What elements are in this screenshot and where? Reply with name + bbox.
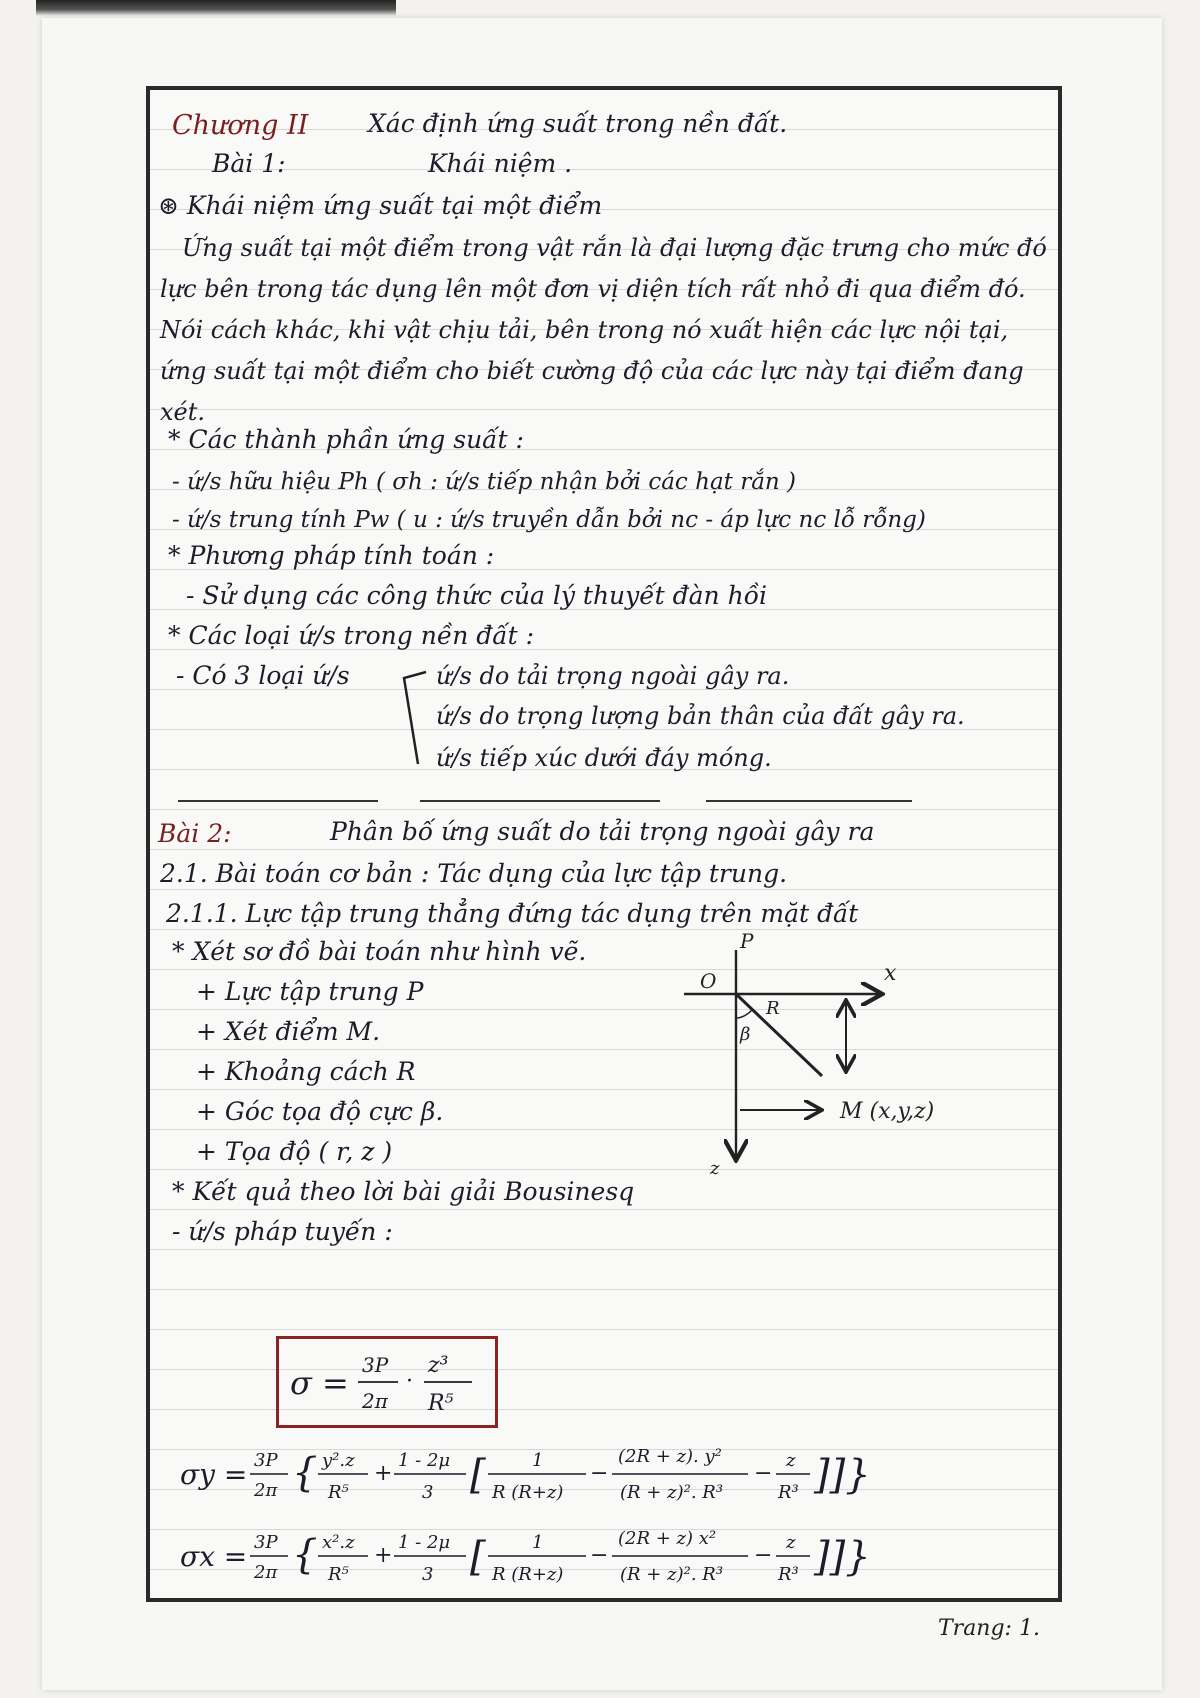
svg-text:−: − [754, 1461, 773, 1486]
label-beta: β [740, 1024, 751, 1045]
sigma-z-frac-num: z³ [428, 1353, 449, 1378]
sigma-x-t1-num: x².z [322, 1532, 355, 1553]
types-lead: - Có 3 loại ứ/s [176, 661, 350, 690]
bullet-angle: + Góc tọa độ cực β. [196, 1097, 444, 1126]
bullet-distance: + Khoảng cách R [196, 1057, 416, 1086]
label-m: M (x,y,z) [840, 1099, 935, 1124]
label-p: P [740, 930, 754, 953]
svg-text:+: + [374, 1543, 393, 1568]
sigma-x-t2-den: 3 [422, 1564, 434, 1585]
lesson1-label: Bài 1: [212, 149, 286, 178]
types-brace [396, 664, 436, 774]
sigma-y-t1-den: R⁵ [328, 1482, 349, 1503]
lesson2-sub1: 2.1. Bài toán cơ bản : Tác dụng của lực tập trung. [160, 859, 788, 888]
svg-text:]]}: ]]} [814, 1452, 871, 1498]
sigma-x-t4-den: (R + z)². R³ [620, 1564, 724, 1585]
sigma-z-lhs: σ = [290, 1364, 349, 1402]
chapter-title: Xác định ứng suất trong nền đất. [368, 109, 788, 138]
sigma-z-coef-den: 2π [362, 1389, 388, 1413]
label-r: R [766, 998, 780, 1019]
sigma-y-coef-den: 2π [254, 1480, 278, 1501]
svg-text:{: { [292, 1532, 318, 1578]
bullet-coords: + Tọa độ ( r, z ) [196, 1137, 393, 1166]
types-item-3: ứ/s tiếp xúc dưới đáy móng. [436, 744, 772, 772]
sigma-y-lhs: σy = [180, 1458, 248, 1491]
sigma-y-t5-num: z [786, 1450, 796, 1471]
sigma-y-t2-num: 1 - 2μ [398, 1450, 451, 1471]
components-heading: * Các thành phần ứng suất : [168, 425, 524, 454]
lesson2-consider: * Xét sơ đồ bài toán như hình vẽ. [172, 937, 587, 966]
sigma-x-t5-num: z [786, 1532, 796, 1553]
sigma-y-t4-num: (2R + z). y² [618, 1446, 722, 1467]
sigma-x-formula [176, 1518, 956, 1598]
sigma-x-t4-num: (2R + z) x² [618, 1528, 717, 1549]
sigma-y-t2-den: 3 [422, 1482, 434, 1503]
sigma-y-t5-den: R³ [778, 1482, 799, 1503]
divider-right [706, 800, 912, 802]
scan-edge [36, 0, 396, 16]
sigma-y-coef-num: 3P [254, 1450, 278, 1471]
bullet-force: + Lực tập trung P [196, 977, 424, 1006]
svg-text:−: − [754, 1543, 773, 1568]
components-item-1: - ứ/s hữu hiệu Ph ( σh : ứ/s tiếp nhận bởi các hạt rắn ) [172, 469, 797, 495]
boussinesq-diagram [670, 930, 990, 1180]
sigma-y-formula [176, 1436, 956, 1516]
section1-heading: ⊛ Khái niệm ứng suất tại một điểm [158, 191, 603, 220]
types-heading: * Các loại ứ/s trong nền đất : [168, 621, 534, 650]
components-item-2: - ứ/s trung tính Pw ( u : ứ/s truyền dẫn bởi nc - áp lực nc lỗ rỗng) [172, 507, 926, 533]
sigma-z-coef-num: 3P [362, 1353, 389, 1377]
svg-text:{: { [292, 1450, 318, 1496]
label-x: x [884, 961, 897, 986]
section1-paragraph: Ứng suất tại một điểm trong vật rắn là đại lượng đặc trưng cho mức đó lực bên trong tác dụng lên một đơn vị diện tích rất nhỏ đi qua điểm đó. Nói cách khác, khi vật chịu tải, bên trong nó xuất hiện các lực nội tại, ứng suất tại một điểm cho biết cường độ của các lực này tại điểm đang xét. [160, 234, 1047, 426]
label-z: z [710, 1158, 720, 1179]
lesson1-title: Khái niệm . [428, 149, 573, 178]
page-number: Trang: 1. [938, 1616, 1040, 1641]
types-item-2: ứ/s do trọng lượng bản thân của đất gây ra. [436, 702, 965, 730]
sigma-x-t3-den: R (R+z) [492, 1564, 564, 1585]
sigma-x-t2-num: 1 - 2μ [398, 1532, 451, 1553]
lesson2-result: * Kết quả theo lời bài giải Bousinesq [172, 1177, 635, 1206]
sigma-y-t1-num: y².z [322, 1450, 355, 1471]
divider-middle [420, 800, 660, 802]
svg-text:+: + [374, 1461, 393, 1486]
lesson2-label: Bài 2: [158, 819, 232, 848]
sigma-x-t5-den: R³ [778, 1564, 799, 1585]
types-item-1: ứ/s do tải trọng ngoài gây ra. [436, 662, 790, 690]
sigma-x-coef-den: 2π [254, 1562, 278, 1583]
sigma-x-lhs: σx = [180, 1540, 248, 1573]
method-heading: * Phương pháp tính toán : [168, 541, 495, 570]
svg-text:[: [ [470, 1534, 486, 1580]
bullet-point-m: + Xét điểm M. [196, 1017, 381, 1046]
sigma-x-t3-num: 1 [532, 1532, 544, 1553]
sigma-y-t3-den: R (R+z) [492, 1482, 564, 1503]
sigma-y-t3-num: 1 [532, 1450, 544, 1471]
sigma-x-t1-den: R⁵ [328, 1564, 349, 1585]
sigma-y-t4-den: (R + z)². R³ [620, 1482, 724, 1503]
sigma-z-frac-den: R⁵ [428, 1391, 454, 1416]
method-item: - Sử dụng các công thức của lý thuyết đàn hồi [186, 581, 767, 610]
lesson2-normal: - ứ/s pháp tuyến : [172, 1217, 393, 1246]
svg-text:[: [ [470, 1452, 486, 1498]
lesson2-sub2: 2.1.1. Lực tập trung thẳng đứng tác dụng trên mặt đất [166, 899, 859, 928]
chapter-label: Chương II [172, 110, 309, 141]
angle-arc [736, 1010, 752, 1018]
svg-text:−: − [590, 1461, 609, 1486]
svg-text:−: − [590, 1543, 609, 1568]
svg-text:]]}: ]]} [814, 1534, 871, 1580]
divider-left [178, 800, 378, 802]
lesson2-title: Phân bố ứng suất do tải trọng ngoài gây ra [330, 817, 875, 846]
sigma-z-dot: · [406, 1369, 413, 1394]
sigma-z-formula [276, 1336, 498, 1428]
label-o: O [700, 969, 717, 993]
sigma-x-coef-num: 3P [254, 1532, 278, 1553]
